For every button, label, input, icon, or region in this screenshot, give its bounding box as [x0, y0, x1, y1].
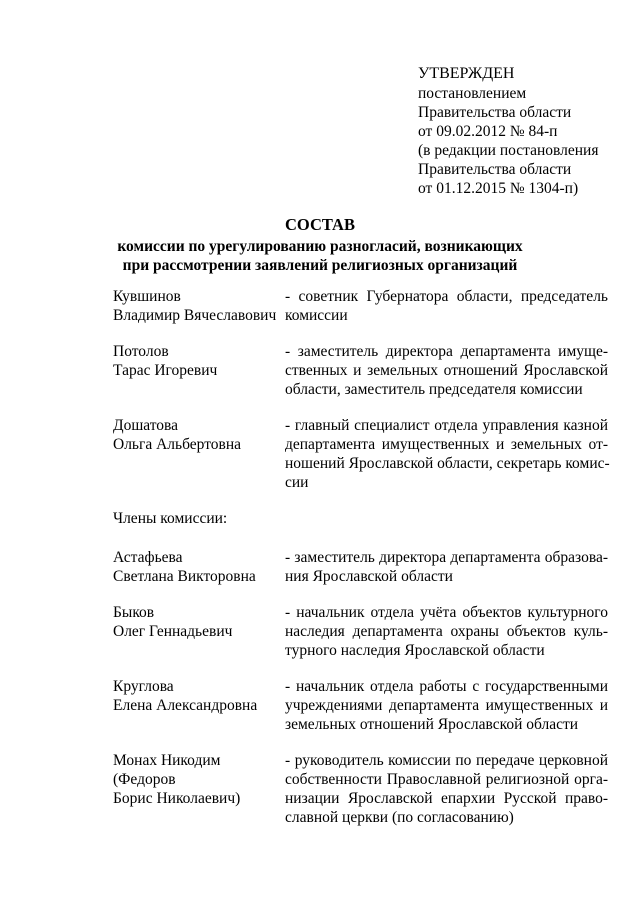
title-main: СОСТАВ [285, 215, 355, 234]
member-name-line: Олег Геннадьевич [113, 623, 233, 640]
member-name-line: Астафьева [113, 549, 183, 566]
member-name-line: Дошатова [113, 417, 179, 434]
member-name-line: Борис Николаевич) [113, 790, 241, 807]
leadership-list [113, 287, 608, 492]
approval-line: (в редакции постановления [418, 142, 599, 159]
approval-line: Правительства области [418, 104, 572, 121]
member-role-line: собственности Православной религиозной орга- [285, 771, 608, 788]
member-role-line: области, заместитель председателя комиссии [285, 381, 583, 398]
member-name [113, 342, 285, 399]
member-name [113, 751, 285, 827]
member-role-line: - начальник отдела учёта объектов культурного [285, 604, 608, 621]
member-role [285, 416, 608, 492]
commission-list [113, 287, 608, 844]
member-name-line: Светлана Викторовна [113, 568, 256, 585]
member-row [113, 287, 608, 325]
member-name [113, 548, 285, 586]
member-name-line: Монах Никодим [113, 752, 221, 769]
member-role [285, 751, 608, 827]
member-role [285, 677, 608, 734]
member-row [113, 548, 608, 586]
member-role-line: учреждениями департамента имущественных и [285, 697, 608, 714]
approval-line: от 01.12.2015 № 1304-п) [418, 180, 579, 197]
member-role-line: сии [285, 474, 309, 491]
members-heading: Члены комиссии: [113, 510, 228, 527]
member-name-line: Быков [113, 604, 155, 621]
members-list [113, 548, 608, 827]
member-name-line: Кувшинов [113, 288, 181, 305]
member-role-line: ношений Ярославской области, секретарь комис- [285, 455, 610, 472]
member-role-line: комиссии [285, 307, 348, 324]
member-role [285, 603, 608, 660]
member-role [285, 287, 608, 325]
member-name [113, 677, 285, 734]
approval-line: Правительства области [418, 161, 572, 178]
member-role-line: низации Ярославской епархии Русской право- [285, 790, 608, 807]
member-role-line: - начальник отдела работы с государственными [285, 678, 608, 695]
member-role-line: ния Ярославской области [285, 568, 453, 585]
member-role-line: - советник Губернатора области, председатель [285, 288, 608, 305]
member-name [113, 416, 285, 492]
member-name-line: Елена Александровна [113, 697, 258, 714]
member-role-line: ственных и земельных отношений Ярославской [285, 362, 608, 379]
member-name [113, 287, 285, 325]
title-subtitle-line: комиссии по урегулированию разногласий, возникающих [117, 238, 523, 255]
member-role-line: - заместитель директора департамента имуще- [285, 343, 608, 360]
approval-line: постановлением [418, 85, 527, 102]
member-row [113, 751, 608, 827]
member-row [113, 342, 608, 399]
document-title [0, 215, 640, 275]
member-name-line: Потолов [113, 343, 169, 360]
title-subtitle-line: при рассмотрении заявлений религиозных организаций [122, 257, 518, 274]
member-role-line: - руководитель комиссии по передаче церковной [285, 752, 608, 769]
member-name-line: Круглова [113, 678, 174, 695]
member-role-line: славной церкви (по согласованию) [285, 809, 514, 826]
member-name-line: Тарас Игоревич [113, 362, 218, 379]
approval-line: УТВЕРЖДЕН [418, 65, 515, 82]
member-role [285, 342, 608, 399]
member-row [113, 603, 608, 660]
member-name-line: (Федоров [113, 771, 176, 788]
member-name [113, 603, 285, 660]
member-role [285, 548, 608, 586]
member-name-line: Владимир Вячеславович [113, 307, 277, 324]
member-row [113, 416, 608, 492]
member-role-line: - заместитель директора департамента образова- [285, 549, 608, 566]
member-row [113, 677, 608, 734]
member-role-line: наследия департамента охраны объектов куль- [285, 623, 608, 640]
member-name-line: Ольга Альбертовна [113, 436, 242, 453]
member-role-line: - главный специалист отдела управления казной [285, 417, 608, 434]
member-role-line: турного наследия Ярославской области [285, 642, 545, 659]
approval-stamp [418, 64, 633, 198]
member-role-line: земельных отношений Ярославской области [285, 716, 579, 733]
approval-line: от 09.02.2012 № 84-п [418, 123, 558, 140]
member-role-line: департамента имущественных и земельных от- [285, 436, 608, 453]
